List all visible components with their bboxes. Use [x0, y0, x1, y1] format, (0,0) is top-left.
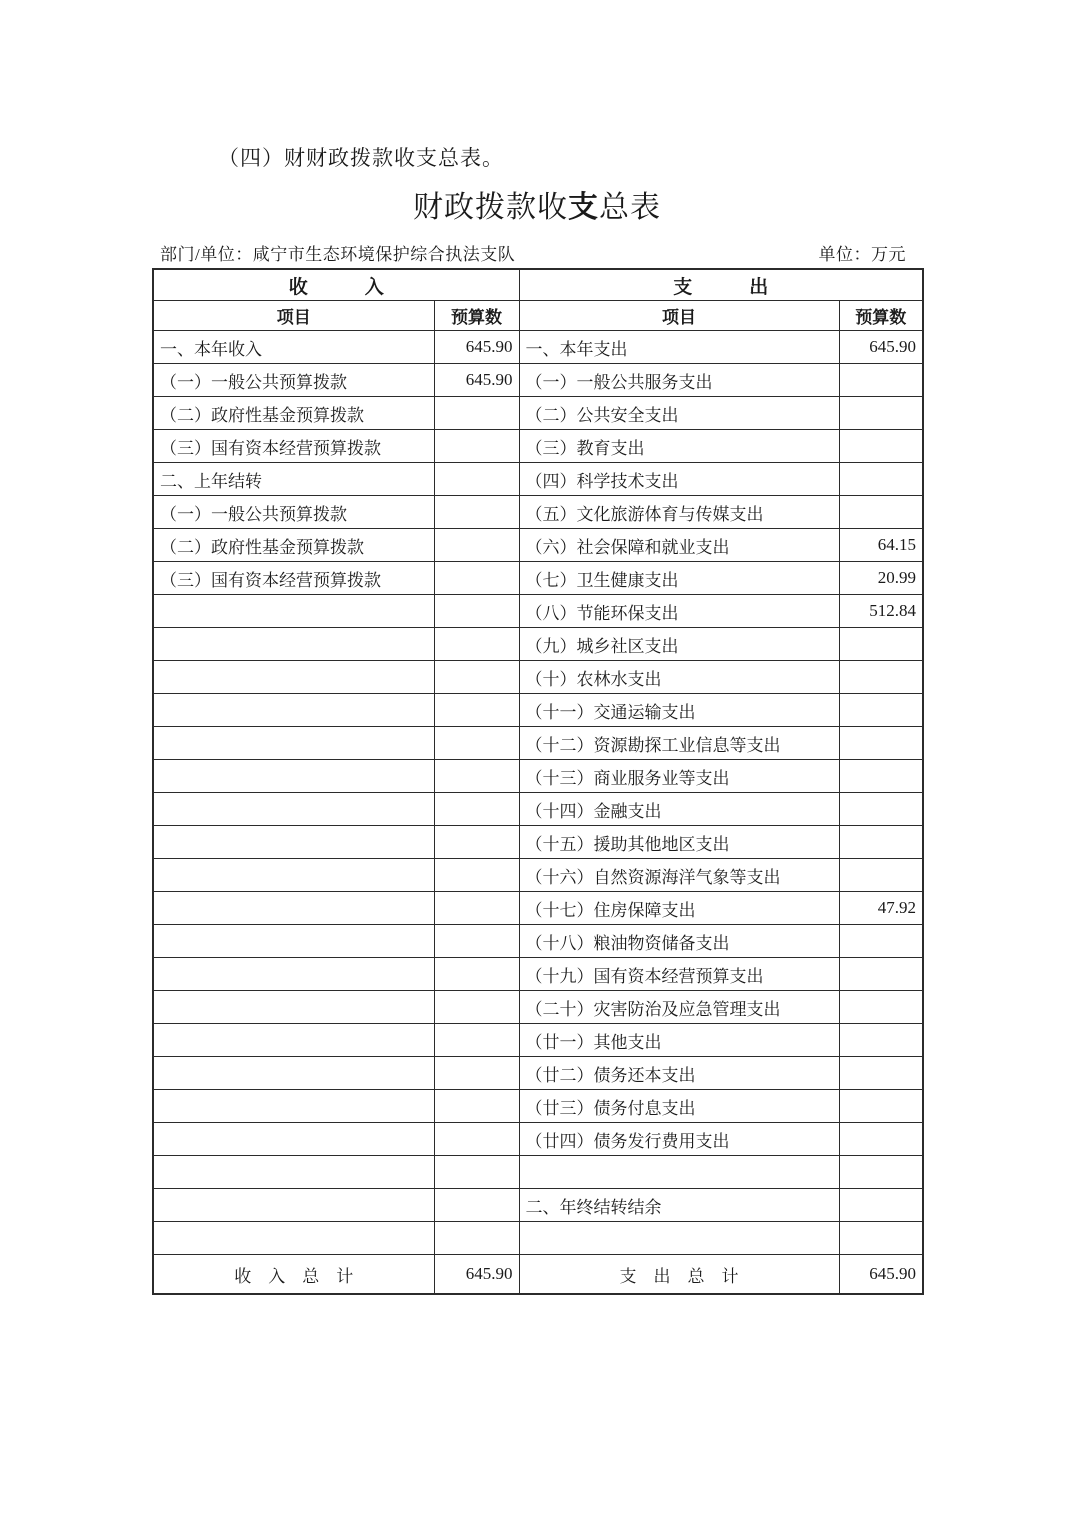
expense-budget-cell: 20.99: [839, 562, 923, 595]
income-budget-cell: [434, 1222, 519, 1255]
income-budget-cell: [434, 760, 519, 793]
income-budget-cell: [434, 793, 519, 826]
table-row: [153, 331, 923, 364]
income-budget-cell: [434, 1123, 519, 1156]
expense-budget-cell: [839, 1156, 923, 1189]
table-total-row: [153, 1255, 923, 1295]
table-row: [153, 892, 923, 925]
income-item-cell: [153, 1024, 434, 1057]
expense-item-cell: （二十）灾害防治及应急管理支出: [519, 991, 839, 1024]
expense-total-value: 645.90: [839, 1255, 923, 1295]
income-item-cell: （一）一般公共预算拨款: [153, 364, 434, 397]
currency-unit-label: 单位：万元: [818, 245, 906, 264]
income-item-cell: （二）政府性基金预算拨款: [153, 529, 434, 562]
document-title-bold-char: 支: [568, 191, 599, 224]
expense-item-cell: 二、年终结转结余: [519, 1189, 839, 1222]
expense-budget-cell: [839, 397, 923, 430]
table-row: [153, 1090, 923, 1123]
income-item-cell: [153, 1156, 434, 1189]
income-item-cell: 一、本年收入: [153, 331, 434, 364]
table-row: [153, 1024, 923, 1057]
expense-budget-cell: [839, 694, 923, 727]
table-row: [153, 463, 923, 496]
income-total-label: 收 入 总 计: [153, 1255, 434, 1295]
budget-summary-table: [152, 268, 924, 1295]
table-column-header-row: [153, 301, 923, 331]
expense-budget-cell: [839, 1090, 923, 1123]
table-row: [153, 562, 923, 595]
income-budget-cell: [434, 958, 519, 991]
expense-item-cell: （十）农林水支出: [519, 661, 839, 694]
income-item-cell: [153, 1222, 434, 1255]
expense-item-cell: [519, 1156, 839, 1189]
income-item-cell: （一）一般公共预算拨款: [153, 496, 434, 529]
expense-item-cell: （十八）粮油物资储备支出: [519, 925, 839, 958]
expense-budget-cell: [839, 727, 923, 760]
table-row: [153, 1189, 923, 1222]
income-section-header: 收 入: [153, 269, 519, 301]
expense-item-cell: （十二）资源勘探工业信息等支出: [519, 727, 839, 760]
document-title-pre: 财政拨款收: [413, 191, 568, 224]
expense-item-cell: （十一）交通运输支出: [519, 694, 839, 727]
income-budget-cell: 645.90: [434, 364, 519, 397]
expense-budget-cell: [839, 628, 923, 661]
expense-item-cell: （八）节能环保支出: [519, 595, 839, 628]
expense-item-cell: （十四）金融支出: [519, 793, 839, 826]
income-budget-cell: [434, 661, 519, 694]
expense-item-cell: （十五）援助其他地区支出: [519, 826, 839, 859]
department-unit-label: 部门/单位：咸宁市生态环境保护综合执法支队: [160, 245, 516, 264]
income-budget-cell: [434, 694, 519, 727]
income-item-cell: [153, 925, 434, 958]
table-row: [153, 1123, 923, 1156]
table-row: [153, 496, 923, 529]
income-budget-cell: [434, 463, 519, 496]
income-item-cell: [153, 826, 434, 859]
expense-item-cell: （廿二）债务还本支出: [519, 1057, 839, 1090]
income-item-cell: [153, 859, 434, 892]
income-budget-cell: [434, 727, 519, 760]
expense-item-cell: （廿三）债务付息支出: [519, 1090, 839, 1123]
table-row: [153, 760, 923, 793]
expense-budget-cell: [839, 859, 923, 892]
income-budget-cell: [434, 1090, 519, 1123]
expense-item-cell: （九）城乡社区支出: [519, 628, 839, 661]
expense-section-header: 支 出: [519, 269, 923, 301]
table-row: [153, 859, 923, 892]
table-row: [153, 364, 923, 397]
expense-budget-cell: [839, 430, 923, 463]
income-budget-cell: [434, 1189, 519, 1222]
table-row: [153, 793, 923, 826]
income-total-value: 645.90: [434, 1255, 519, 1295]
income-budget-cell: [434, 397, 519, 430]
expense-budget-cell: [839, 1057, 923, 1090]
income-budget-cell: [434, 529, 519, 562]
income-item-cell: [153, 1057, 434, 1090]
income-budget-cell: [434, 1057, 519, 1090]
table-row: [153, 1057, 923, 1090]
expense-item-cell: （一）一般公共服务支出: [519, 364, 839, 397]
expense-item-cell: （十七）住房保障支出: [519, 892, 839, 925]
table-row: [153, 1222, 923, 1255]
expense-item-cell: （二）公共安全支出: [519, 397, 839, 430]
table-row: [153, 958, 923, 991]
table-row: [153, 694, 923, 727]
expense-item-cell: 一、本年支出: [519, 331, 839, 364]
document-title-post: 总表: [599, 191, 661, 224]
expense-budget-cell: 645.90: [839, 331, 923, 364]
expense-budget-cell: [839, 1222, 923, 1255]
income-budget-cell: 645.90: [434, 331, 519, 364]
income-budget-cell: [434, 925, 519, 958]
income-budget-cell: [434, 496, 519, 529]
table-row: [153, 925, 923, 958]
expense-budget-cell: [839, 661, 923, 694]
expense-item-column-header: 项目: [519, 301, 839, 331]
income-item-cell: [153, 595, 434, 628]
income-item-column-header: 项目: [153, 301, 434, 331]
expense-budget-column-header: 预算数: [839, 301, 923, 331]
expense-item-cell: （五）文化旅游体育与传媒支出: [519, 496, 839, 529]
expense-budget-cell: [839, 991, 923, 1024]
expense-budget-cell: [839, 1189, 923, 1222]
expense-budget-cell: [839, 958, 923, 991]
document-title: [0, 182, 1074, 226]
income-item-cell: [153, 1189, 434, 1222]
table-row: [153, 727, 923, 760]
income-item-cell: [153, 1090, 434, 1123]
expense-item-cell: （七）卫生健康支出: [519, 562, 839, 595]
income-item-cell: 二、上年结转: [153, 463, 434, 496]
expense-budget-cell: [839, 826, 923, 859]
expense-total-label: 支 出 总 计: [519, 1255, 839, 1295]
table-body: [153, 331, 923, 1255]
income-budget-cell: [434, 1156, 519, 1189]
income-budget-column-header: 预算数: [434, 301, 519, 331]
income-item-cell: （二）政府性基金预算拨款: [153, 397, 434, 430]
expense-item-cell: （十六）自然资源海洋气象等支出: [519, 859, 839, 892]
expense-budget-cell: [839, 760, 923, 793]
expense-item-cell: （四）科学技术支出: [519, 463, 839, 496]
expense-item-cell: （廿四）债务发行费用支出: [519, 1123, 839, 1156]
income-budget-cell: [434, 859, 519, 892]
table-row: [153, 430, 923, 463]
income-budget-cell: [434, 826, 519, 859]
table-row: [153, 529, 923, 562]
income-budget-cell: [434, 430, 519, 463]
expense-budget-cell: [839, 463, 923, 496]
table-row: [153, 397, 923, 430]
table-row: [153, 595, 923, 628]
expense-budget-cell: [839, 1024, 923, 1057]
income-item-cell: （三）国有资本经营预算拨款: [153, 430, 434, 463]
income-item-cell: [153, 892, 434, 925]
expense-budget-cell: [839, 793, 923, 826]
income-budget-cell: [434, 595, 519, 628]
income-item-cell: [153, 694, 434, 727]
income-item-cell: [153, 727, 434, 760]
income-budget-cell: [434, 628, 519, 661]
table-section-header-row: [153, 269, 923, 301]
table-row: [153, 628, 923, 661]
expense-budget-cell: [839, 1123, 923, 1156]
expense-budget-cell: [839, 496, 923, 529]
expense-item-cell: （三）教育支出: [519, 430, 839, 463]
income-item-cell: [153, 760, 434, 793]
table-row: [153, 991, 923, 1024]
expense-budget-cell: [839, 925, 923, 958]
expense-budget-cell: 512.84: [839, 595, 923, 628]
expense-item-cell: （十九）国有资本经营预算支出: [519, 958, 839, 991]
expense-budget-cell: 47.92: [839, 892, 923, 925]
income-item-cell: [153, 793, 434, 826]
section-heading: （四）财财政拨款收支总表。: [218, 146, 504, 170]
meta-row: [152, 240, 922, 265]
income-budget-cell: [434, 991, 519, 1024]
expense-item-cell: [519, 1222, 839, 1255]
expense-item-cell: （六）社会保障和就业支出: [519, 529, 839, 562]
table-row: [153, 1156, 923, 1189]
income-item-cell: [153, 661, 434, 694]
income-item-cell: [153, 958, 434, 991]
income-item-cell: [153, 628, 434, 661]
income-item-cell: [153, 991, 434, 1024]
table-row: [153, 661, 923, 694]
income-item-cell: [153, 1123, 434, 1156]
table-row: [153, 826, 923, 859]
expense-item-cell: （廿一）其他支出: [519, 1024, 839, 1057]
income-budget-cell: [434, 1024, 519, 1057]
expense-budget-cell: 64.15: [839, 529, 923, 562]
income-budget-cell: [434, 562, 519, 595]
expense-budget-cell: [839, 364, 923, 397]
income-budget-cell: [434, 892, 519, 925]
expense-item-cell: （十三）商业服务业等支出: [519, 760, 839, 793]
income-item-cell: （三）国有资本经营预算拨款: [153, 562, 434, 595]
